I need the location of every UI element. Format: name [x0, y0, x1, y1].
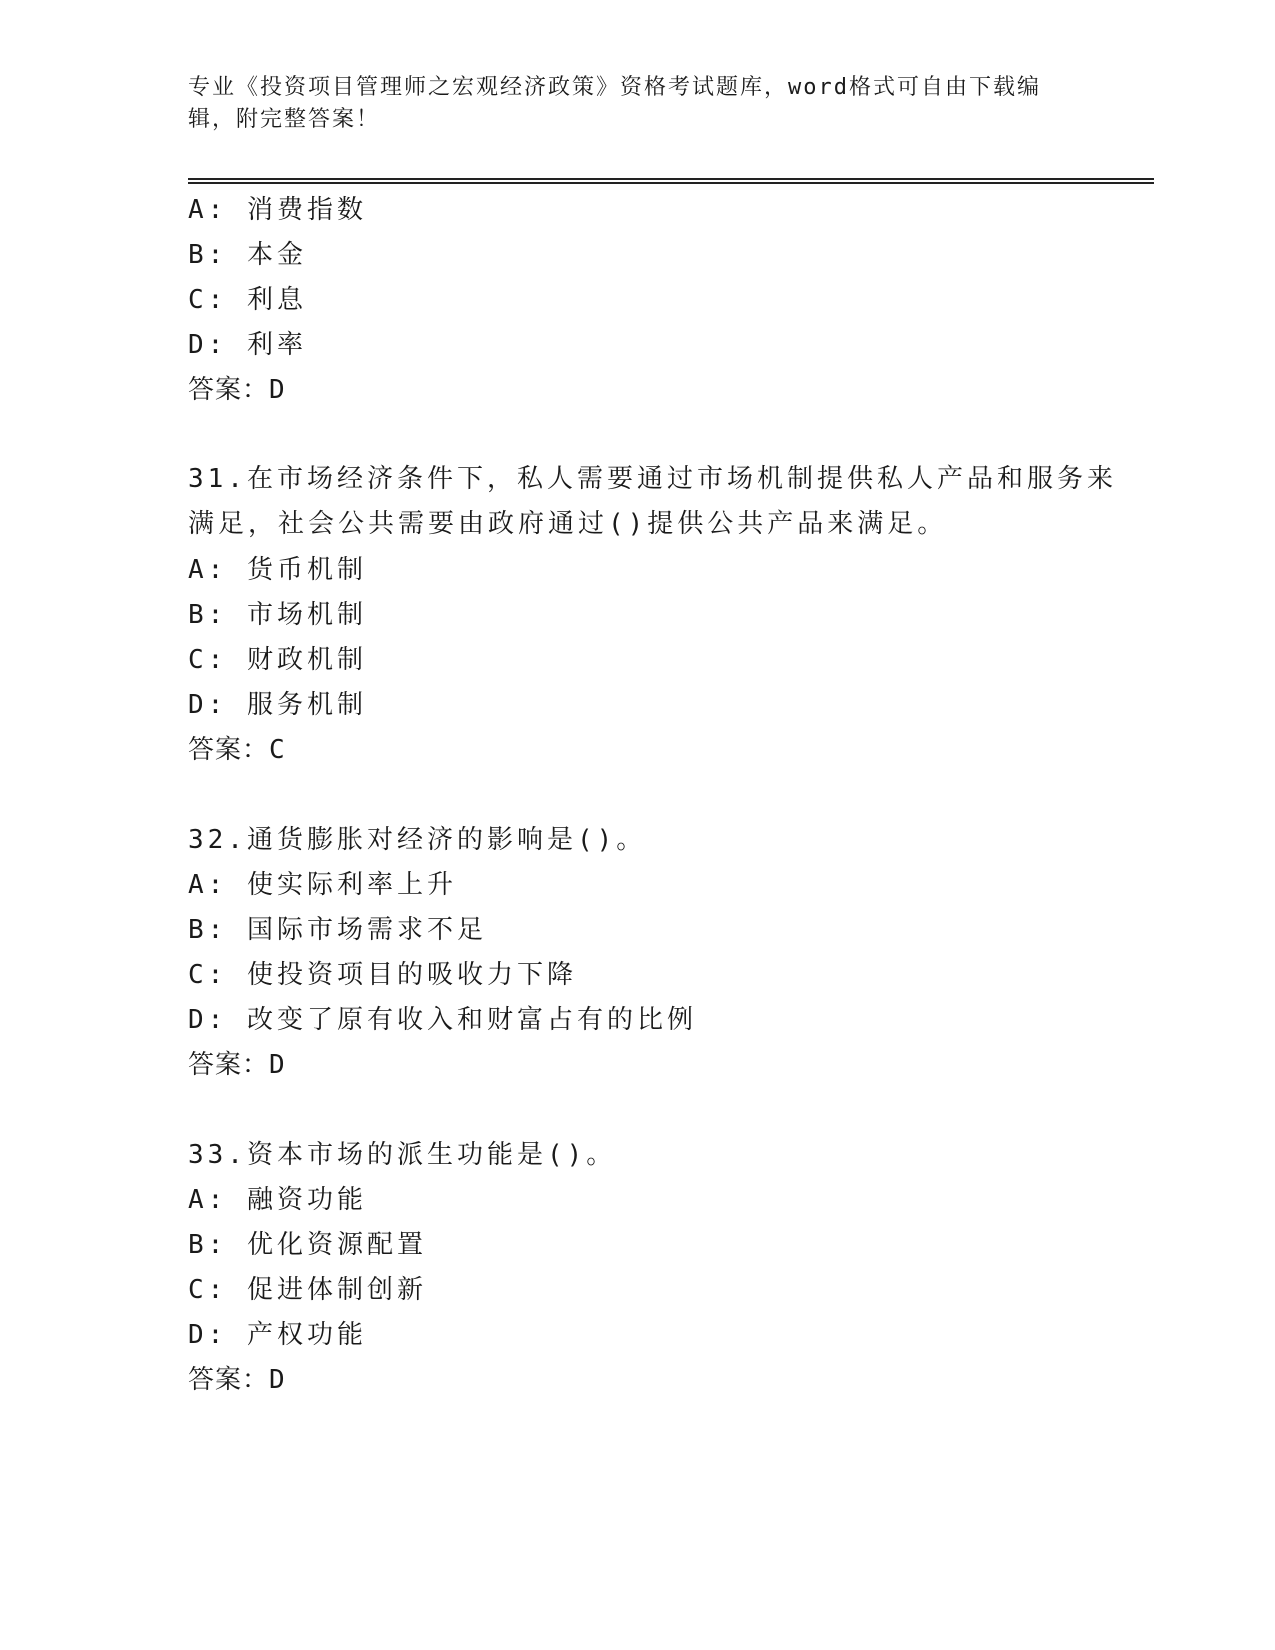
rule-line-top	[188, 178, 1154, 180]
rule-line-bottom	[188, 182, 1154, 184]
q32-option-c: C: 使投资项目的吸收力下降	[188, 960, 577, 990]
q33-option-d: D: 产权功能	[188, 1320, 367, 1350]
q31-option-d: D: 服务机制	[188, 690, 367, 720]
q30-option-d: D: 利率	[188, 330, 307, 360]
q31-option-a: A: 货币机制	[188, 555, 367, 585]
header-double-rule	[188, 178, 1154, 184]
q31-option-b: B: 市场机制	[188, 600, 367, 630]
q32-answer-label: 答案：	[188, 1050, 270, 1080]
q30-option-b: B: 本金	[188, 240, 307, 270]
q32-answer	[188, 1048, 286, 1082]
q31-answer	[188, 733, 286, 767]
q33-answer-value: D	[269, 1365, 286, 1395]
document-header: 专业《投资项目管理师之宏观经济政策》资格考试题库，word格式可自由下载编辑，附完整答案！	[188, 75, 1041, 132]
q33-stem-line-1: 33.资本市场的派生功能是()。	[188, 1140, 617, 1170]
q31-stem-line-2: 满足，社会公共需要由政府通过()提供公共产品来满足。	[188, 509, 948, 539]
q33-option-b: B: 优化资源配置	[188, 1230, 427, 1260]
q32-option-a: A: 使实际利率上升	[188, 870, 457, 900]
q30-answer-label: 答案：	[188, 375, 270, 405]
q32-option-b: B: 国际市场需求不足	[188, 915, 487, 945]
q31-option-c: C: 财政机制	[188, 645, 367, 675]
q31-stem-line-1: 31.在市场经济条件下，私人需要通过市场机制提供私人产品和服务来	[188, 464, 1117, 494]
q31-answer-value: C	[269, 735, 286, 765]
q30-option-c: C: 利息	[188, 285, 307, 315]
q33-option-c: C: 促进体制创新	[188, 1275, 427, 1305]
q32-stem-line-1: 32.通货膨胀对经济的影响是()。	[188, 825, 647, 855]
q30-option-a: A: 消费指数	[188, 195, 367, 225]
q32-answer-value: D	[269, 1050, 286, 1080]
q31-answer-label: 答案：	[188, 735, 270, 765]
q30-answer	[188, 373, 286, 407]
q33-option-a: A: 融资功能	[188, 1185, 367, 1215]
q30-answer-value: D	[269, 375, 286, 405]
q33-answer-label: 答案：	[188, 1365, 270, 1395]
q33-answer	[188, 1363, 286, 1397]
q32-option-d: D: 改变了原有收入和财富占有的比例	[188, 1005, 697, 1035]
